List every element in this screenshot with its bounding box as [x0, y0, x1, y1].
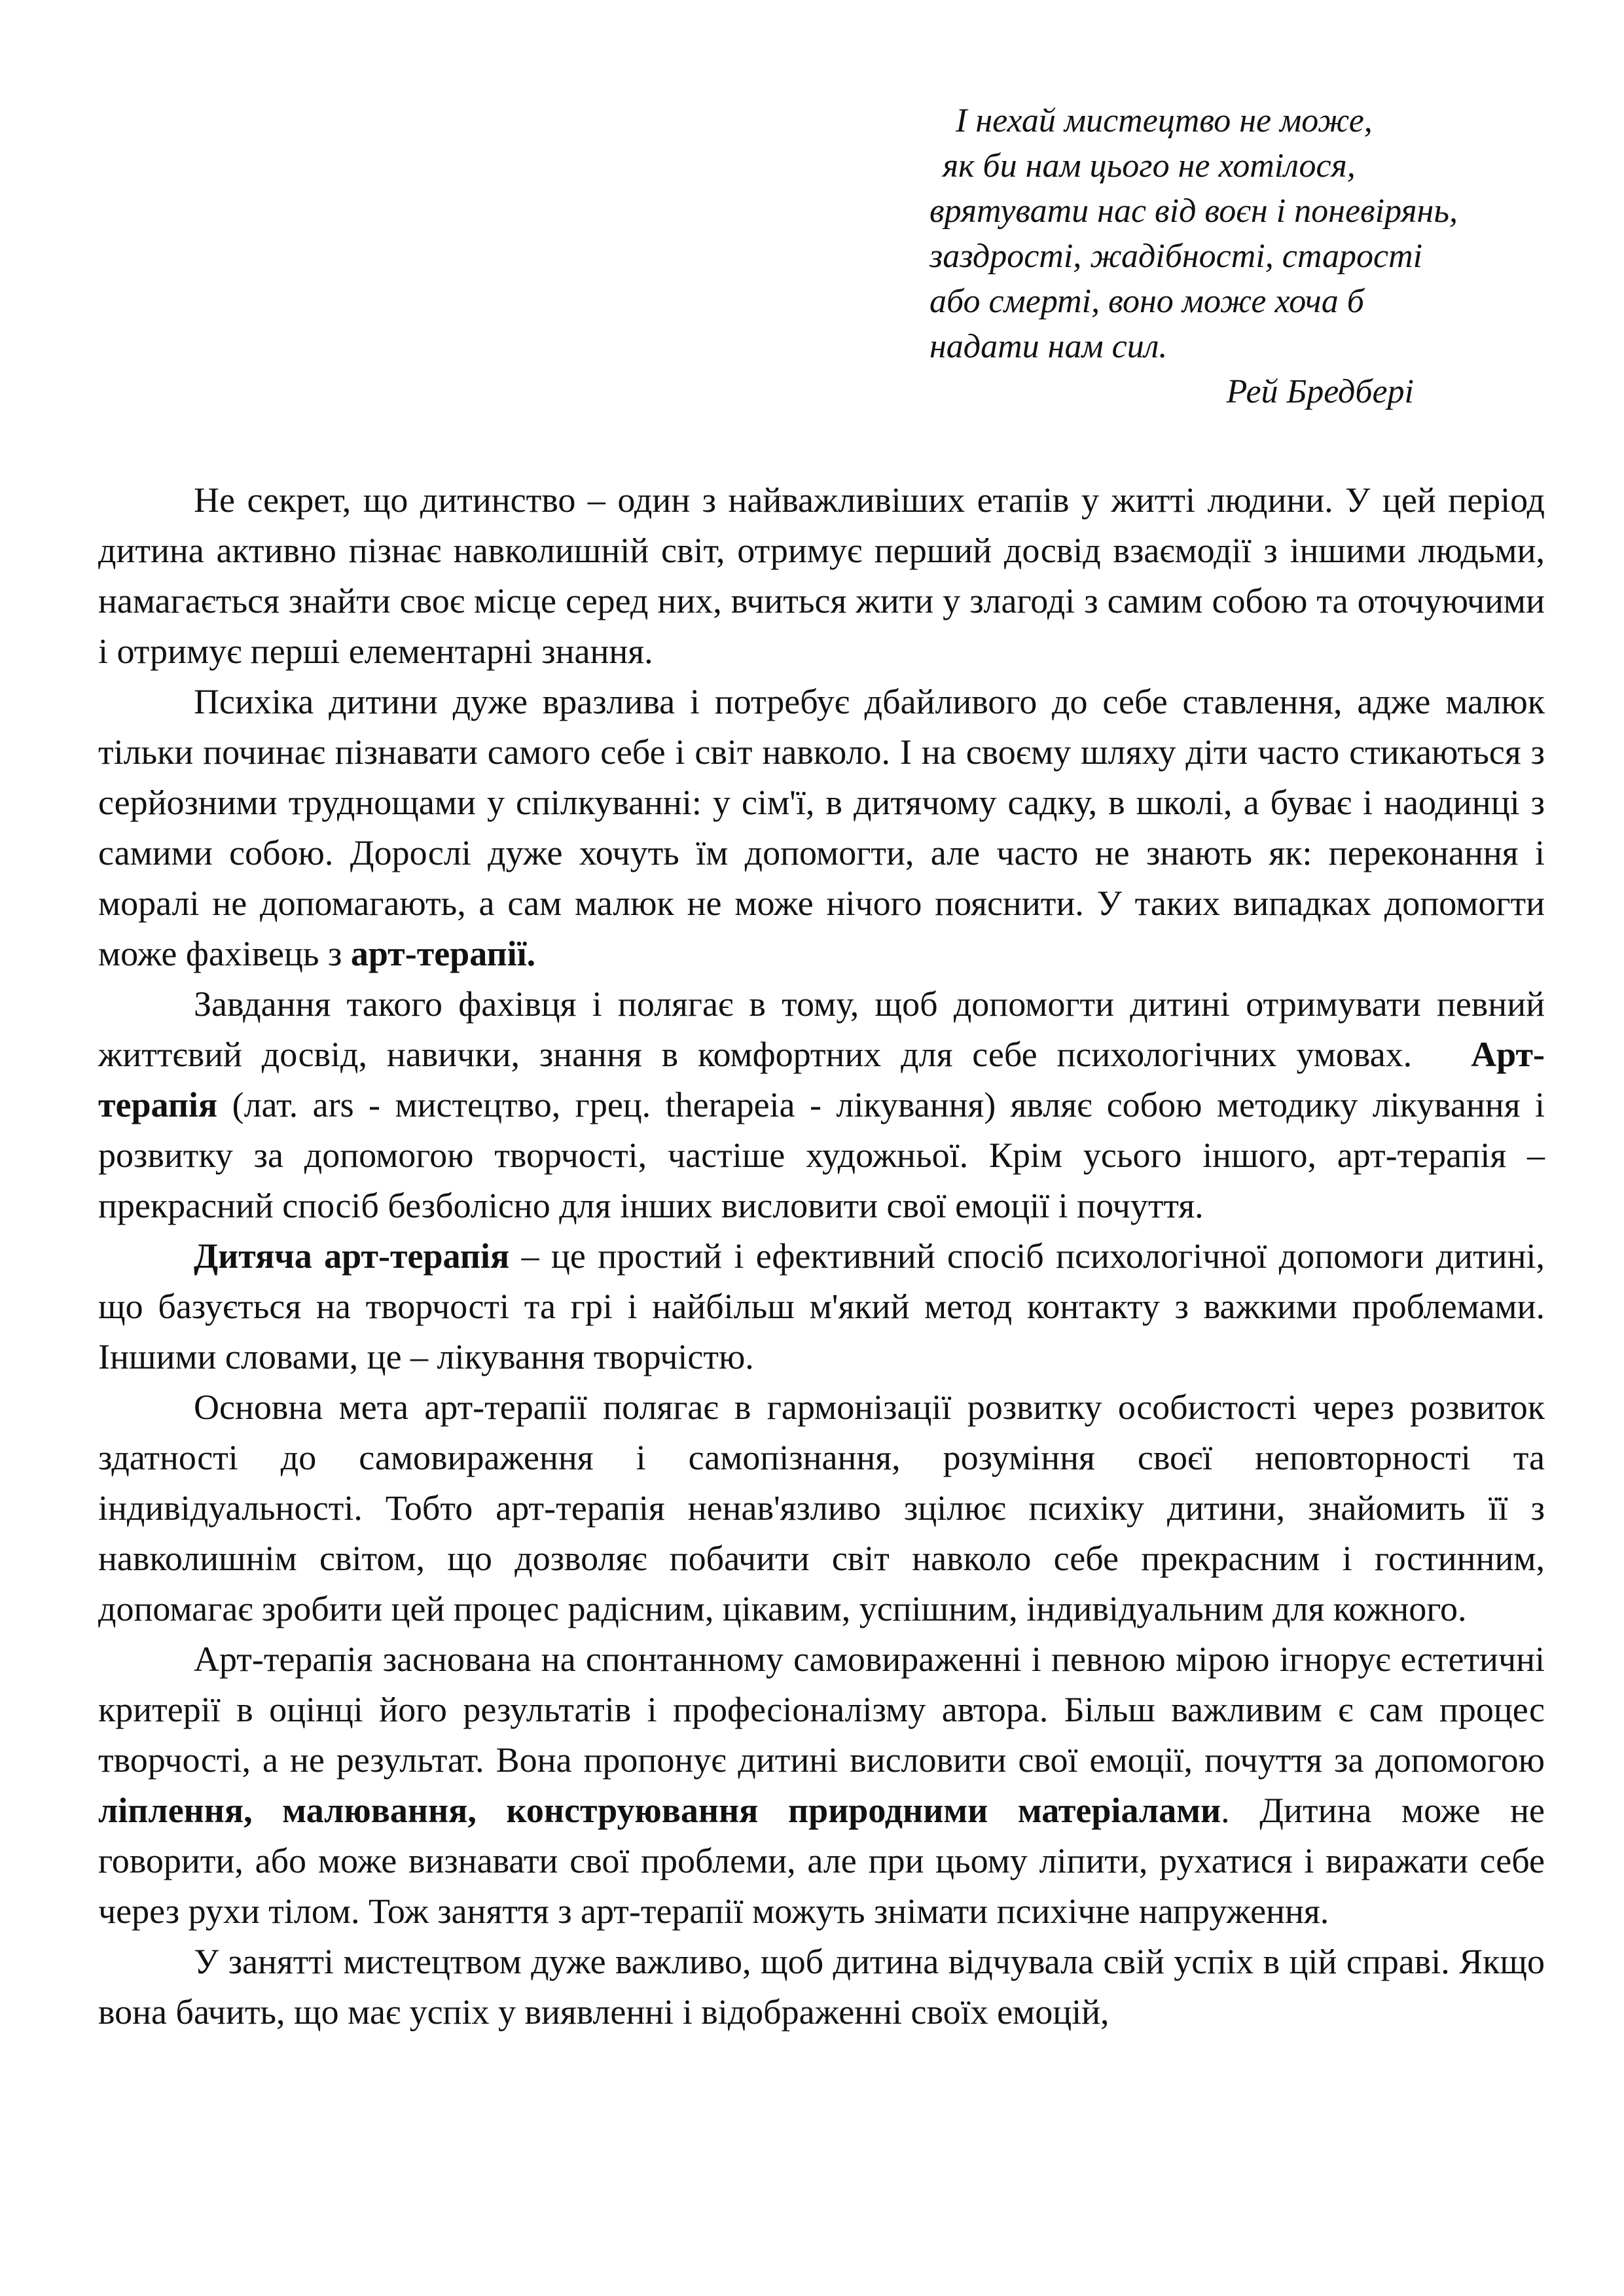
bold-term-art-therapy: арт-терапії.: [350, 934, 536, 973]
paragraph-text: Психіка дитини дуже вразлива і потребує дбайливого до себе ставлення, адже малюк тільки починає пізнавати самого себе і світ навколо. І на своєму шляху діти часто стикаються з серйозними труднощами у спілкуванні: у сім'ї, в дитячому садку, в школі, а буває і наодинці з самими собою. Дорослі дуже хочуть їм допомогти, але часто не знають як: переконання і моралі не допомагають, а сам малюк не може нічого пояснити. У таких випадках допомогти може фахівець з: [98, 682, 1545, 973]
body-text: [98, 475, 1545, 2037]
paragraph-success: У занятті мистецтвом дуже важливо, щоб дитина відчувала свій успіх в цій справі. Якщо вона бачить, що має успіх у виявленні і відображенні своїх емоцій,: [98, 1942, 1545, 2032]
bold-term-child-art-therapy: Дитяча арт-терапія: [194, 1236, 510, 1276]
epigraph-line: або смерті, воно може хоча б: [929, 283, 1364, 320]
epigraph-line: І нехай мистецтво не може,: [956, 102, 1373, 139]
paragraph-child-art-therapy: [98, 1231, 1545, 1382]
epigraph-line: врятувати нас від воєн і поневірянь,: [929, 192, 1458, 230]
paragraph-self-expression: [98, 1634, 1545, 1937]
paragraph-text: (лат. ars - мистецтво, грец. therapeia - лікування) являє собою методику лікування і розвитку за допомогою творчості, частіше художньої. Крім усього іншого, арт-терапія – прекрасний спосіб безболісно для інших висловити свої емоції і почуття.: [98, 1085, 1545, 1225]
epigraph: [929, 98, 1519, 414]
paragraph-main-goal: Основна мета арт-терапії полягає в гармонізації розвитку особистості через розвиток здатності до самовираження і самопізнання, розуміння своєї неповторності та індивідуальності. Тобто арт-терапія ненав'язливо зцілює психіку дитини, знайомить її з навколишнім світом, що дозволяє побачити світ навколо себе прекрасним і гостинним, допомагає зробити цей процес радісним, цікавим, успішним, індивідуальним для кожного.: [98, 1388, 1545, 1628]
epigraph-line: надати нам сил.: [929, 328, 1168, 365]
bold-term-art-therapy-definition: Арт-терапія: [98, 1035, 1545, 1124]
paragraph-text: Завдання такого фахівця і полягає в тому, щоб допомогти дитині отримувати певний життєвий досвід, навички, знання в комфортних для себе психологічних умовах.: [98, 984, 1545, 1074]
paragraph-text: Арт-терапія заснована на спонтанному самовираженні і певною мірою ігнорує естетичні критерії в оцінці його результатів і професіоналізму автора. Більш важливим є сам процес творчості, а не результат. Вона пропонує дитині висловити свої емоції, почуття за допомогою: [98, 1640, 1545, 1780]
bold-term-techniques: ліплення, малювання, конструювання природними матеріалами: [98, 1791, 1221, 1830]
epigraph-line: як би нам цього не хотілося,: [943, 147, 1356, 185]
paragraph-childhood: Не секрет, що дитинство – один з найважливіших етапів у житті людини. У цей період дитина активно пізнає навколишній світ, отримує перший досвід взаємодії з іншими людьми, намагається знайти своє місце серед них, вчиться жити у злагоді з самим собою та оточуючими і отримує перші елементарні знання.: [98, 480, 1545, 671]
paragraph-text: – це простий і ефективний спосіб психологічної допомоги дитині, що базується на творчості та грі і найбільш м'який метод контакту з важкими проблемами. Іншими словами, це – лікування творчістю.: [98, 1236, 1545, 1376]
epigraph-author: Рей Бредбері: [1226, 373, 1414, 410]
paragraph-specialist-task: [98, 979, 1545, 1231]
epigraph-line: заздрості, жадібності, старості: [929, 238, 1423, 275]
paragraph-child-psyche: [98, 677, 1545, 979]
paragraph-text: . Дитина може не говорити, або може визнавати свої проблеми, але при цьому ліпити, рухатися і виражати себе через рухи тілом. Тож заняття з арт-терапії можуть знімати психічне напруження.: [98, 1791, 1545, 1931]
